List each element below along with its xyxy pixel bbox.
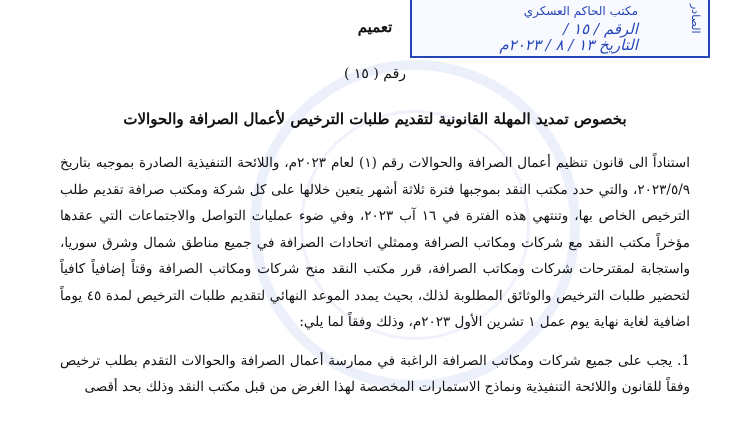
stamp-number: الرقم / ١٥ / [563,20,638,38]
document-title: تعميم [357,18,393,36]
body-paragraph: استناداً الى قانون تنظيم أعمال الصرافة والحوالات رقم (١) لعام ٢٠٢٣م، واللائحة التنفيذية الصادرة بموجبه بتاريخ ٢٠٢٣/٥/٩، والتي حدد مكتب النقد بموجبها فترة ثلاثة أشهر يتعين خلالها على كل شركة ومكتب صرافة تقديم طلب الترخيص الخاص بها، وتنتهي هذه الفترة في ١٦ آب ٢٠٢٣، وفي ضوء عمليات التواصل والاجتماعات التي عقدها مؤخراً مكتب النقد مع شركات ومكاتب الصرافة وممثلي اتحادات الصرافة في جميع مناطق شمال وشرق سوريا، واستجابة لمقترحات شركات ومكاتب الصرافة، قرر مكتب النقد منح شركات ومكاتب الصرافة وقتاً إضافياً كافياً لتحضير طلبات الترخيص والوثائق المطلوبة لذلك، بحيث يمدد الموعد النهائي لتقديم طلبات الترخيص لمدة ٤٥ يوماً اضافية لغاية نهاية يوم عمل ١ تشرين الأول ٢٠٢٣م، وذلك وفقاً لما يلي: [60,155,690,330]
stamp-side-label: الصادر [689,4,702,34]
document-body [60,150,690,401]
list-item-1: 1. يجب على جميع شركات ومكاتب الصرافة الراغبة في ممارسة أعمال الصرافة والحوالات التقدم بطلب ترخيص وفقاً للقانون واللائحة التنفيذية ونماذج الاستمارات المخصصة لهذا الغرض من قبل مكتب النقد وذلك بحد أقصى [60,352,690,395]
stamp-date: التاريخ ١٣ / ٨ / ٢٠٢٣م [499,36,638,54]
stamp-office: مكتب الحاكم العسكري [523,4,638,18]
circular-number: رقم ( ١٥ ) [343,66,407,82]
document-subject: بخصوص تمديد المهلة القانونية لتقديم طلبات الترخيص لأعمال الصرافة والحوالات [123,110,627,128]
